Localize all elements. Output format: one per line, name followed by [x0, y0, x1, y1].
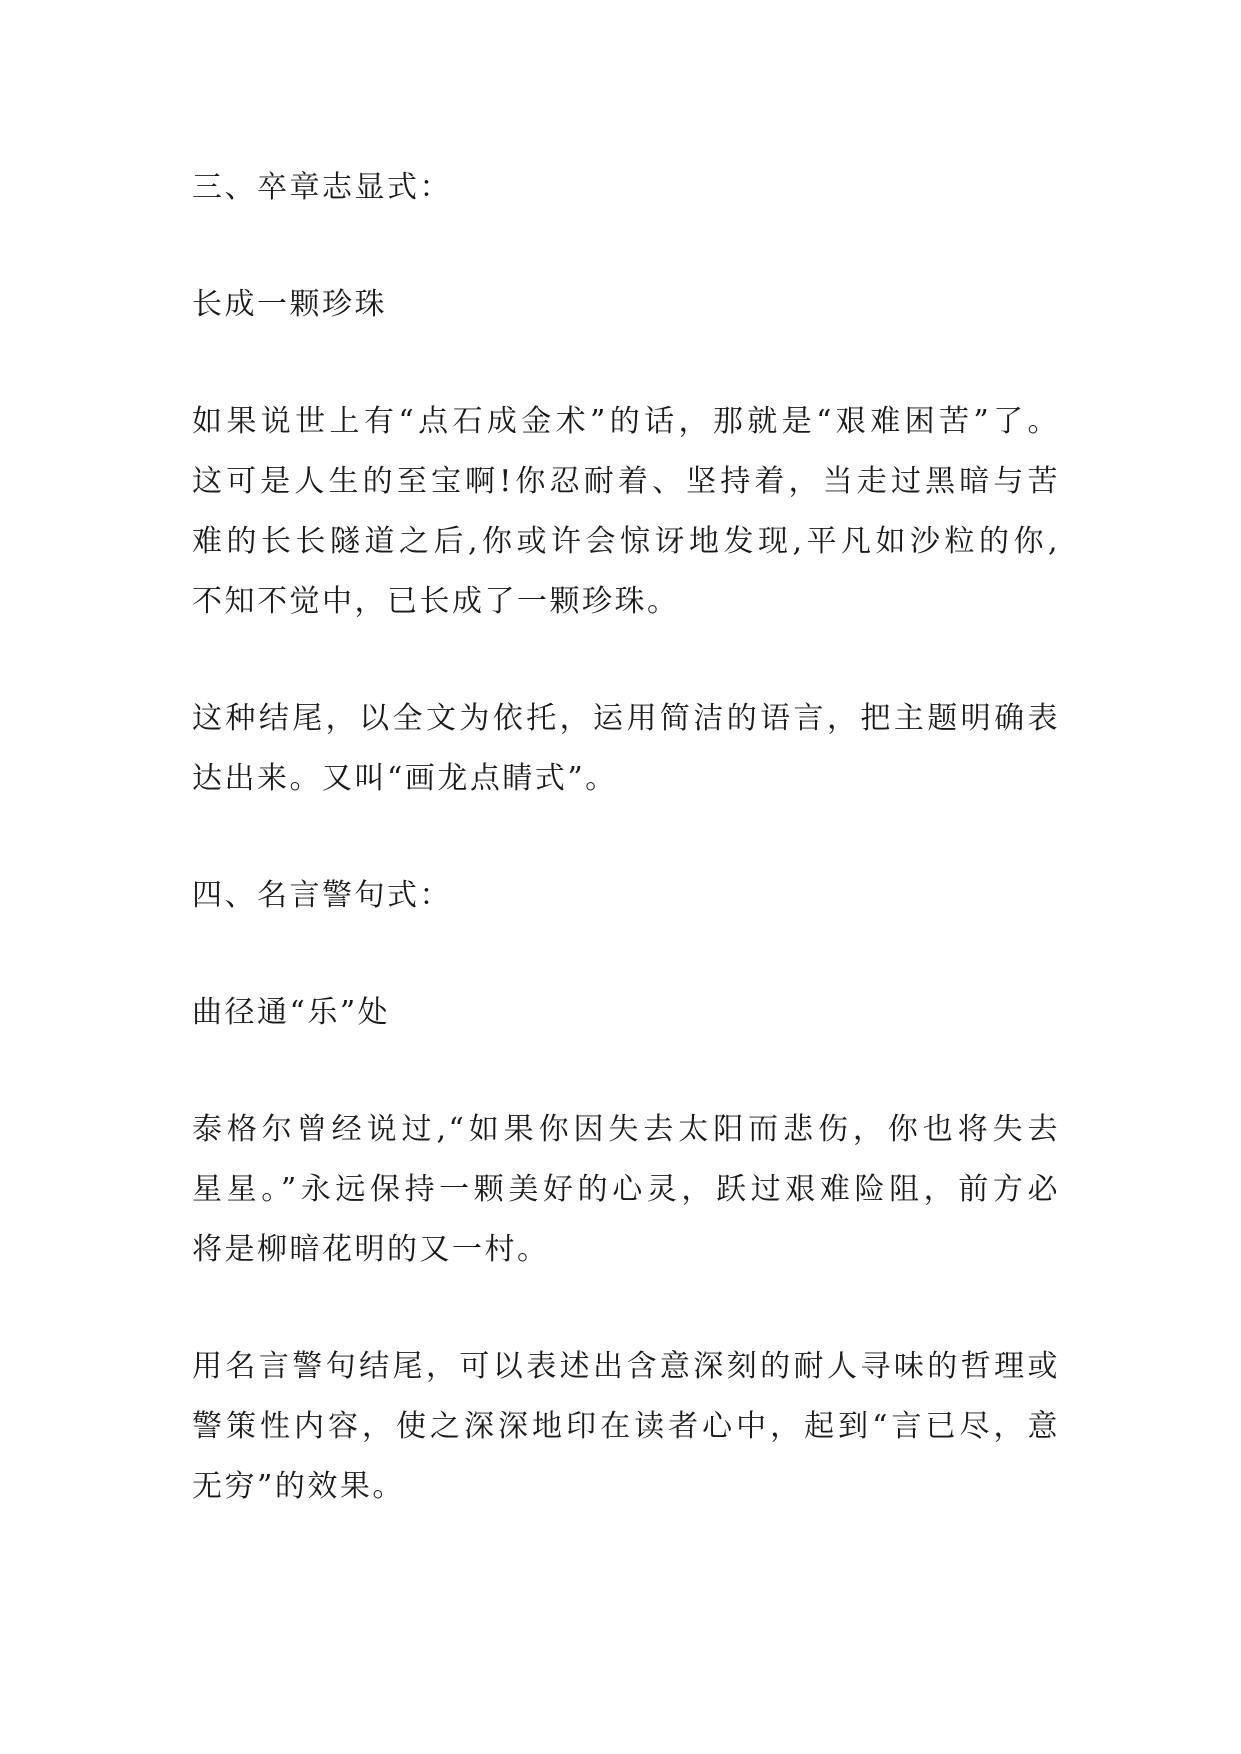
paragraph-line: 难的长长隧道之后,你或许会惊讶地发现,平凡如沙粒的你, — [192, 524, 1060, 559]
paragraph-line: 这种结尾，以全文为依托，运用简洁的语言，把主题明确表 — [192, 701, 1060, 736]
section-3 — [192, 158, 1060, 809]
example-paragraph — [192, 392, 1060, 632]
section-heading: 四、名言警句式： — [192, 878, 452, 913]
paragraph-line: 泰格尔曾经说过,“如果你因失去太阳而悲伤，你也将失去 — [192, 1112, 1060, 1147]
paragraph-line: 警策性内容，使之深深地印在读者心中，起到“言已尽，意 — [192, 1409, 1060, 1444]
paragraph-line: 用名言警句结尾，可以表述出含意深刻的耐人寻味的哲理或 — [192, 1349, 1060, 1384]
explanation-paragraph — [192, 1337, 1060, 1517]
explanation-paragraph — [192, 689, 1060, 809]
paragraph-line: 星星。”永远保持一颗美好的心灵，跃过艰难险阻，前方必 — [192, 1172, 1060, 1207]
example-paragraph — [192, 1100, 1060, 1280]
paragraph-line: 无穷”的效果。 — [192, 1469, 405, 1504]
section-heading: 三、卒章志显式： — [192, 170, 452, 205]
paragraph-line: 达出来。又叫“画龙点睛式”。 — [192, 761, 618, 796]
document-body — [192, 158, 1060, 1574]
example-title: 曲径通“乐”处 — [192, 995, 391, 1030]
paragraph-line: 如果说世上有“点石成金术”的话，那就是“艰难困苦”了。 — [192, 404, 1060, 439]
example-title: 长成一颗珍珠 — [192, 287, 387, 322]
section-4 — [192, 866, 1060, 1517]
paragraph-line: 将是柳暗花明的又一村。 — [192, 1232, 550, 1267]
paragraph-line: 这可是人生的至宝啊!你忍耐着、坚持着，当走过黑暗与苦 — [192, 464, 1060, 499]
paragraph-line: 不知不觉中，已长成了一颗珍珠。 — [192, 584, 680, 619]
